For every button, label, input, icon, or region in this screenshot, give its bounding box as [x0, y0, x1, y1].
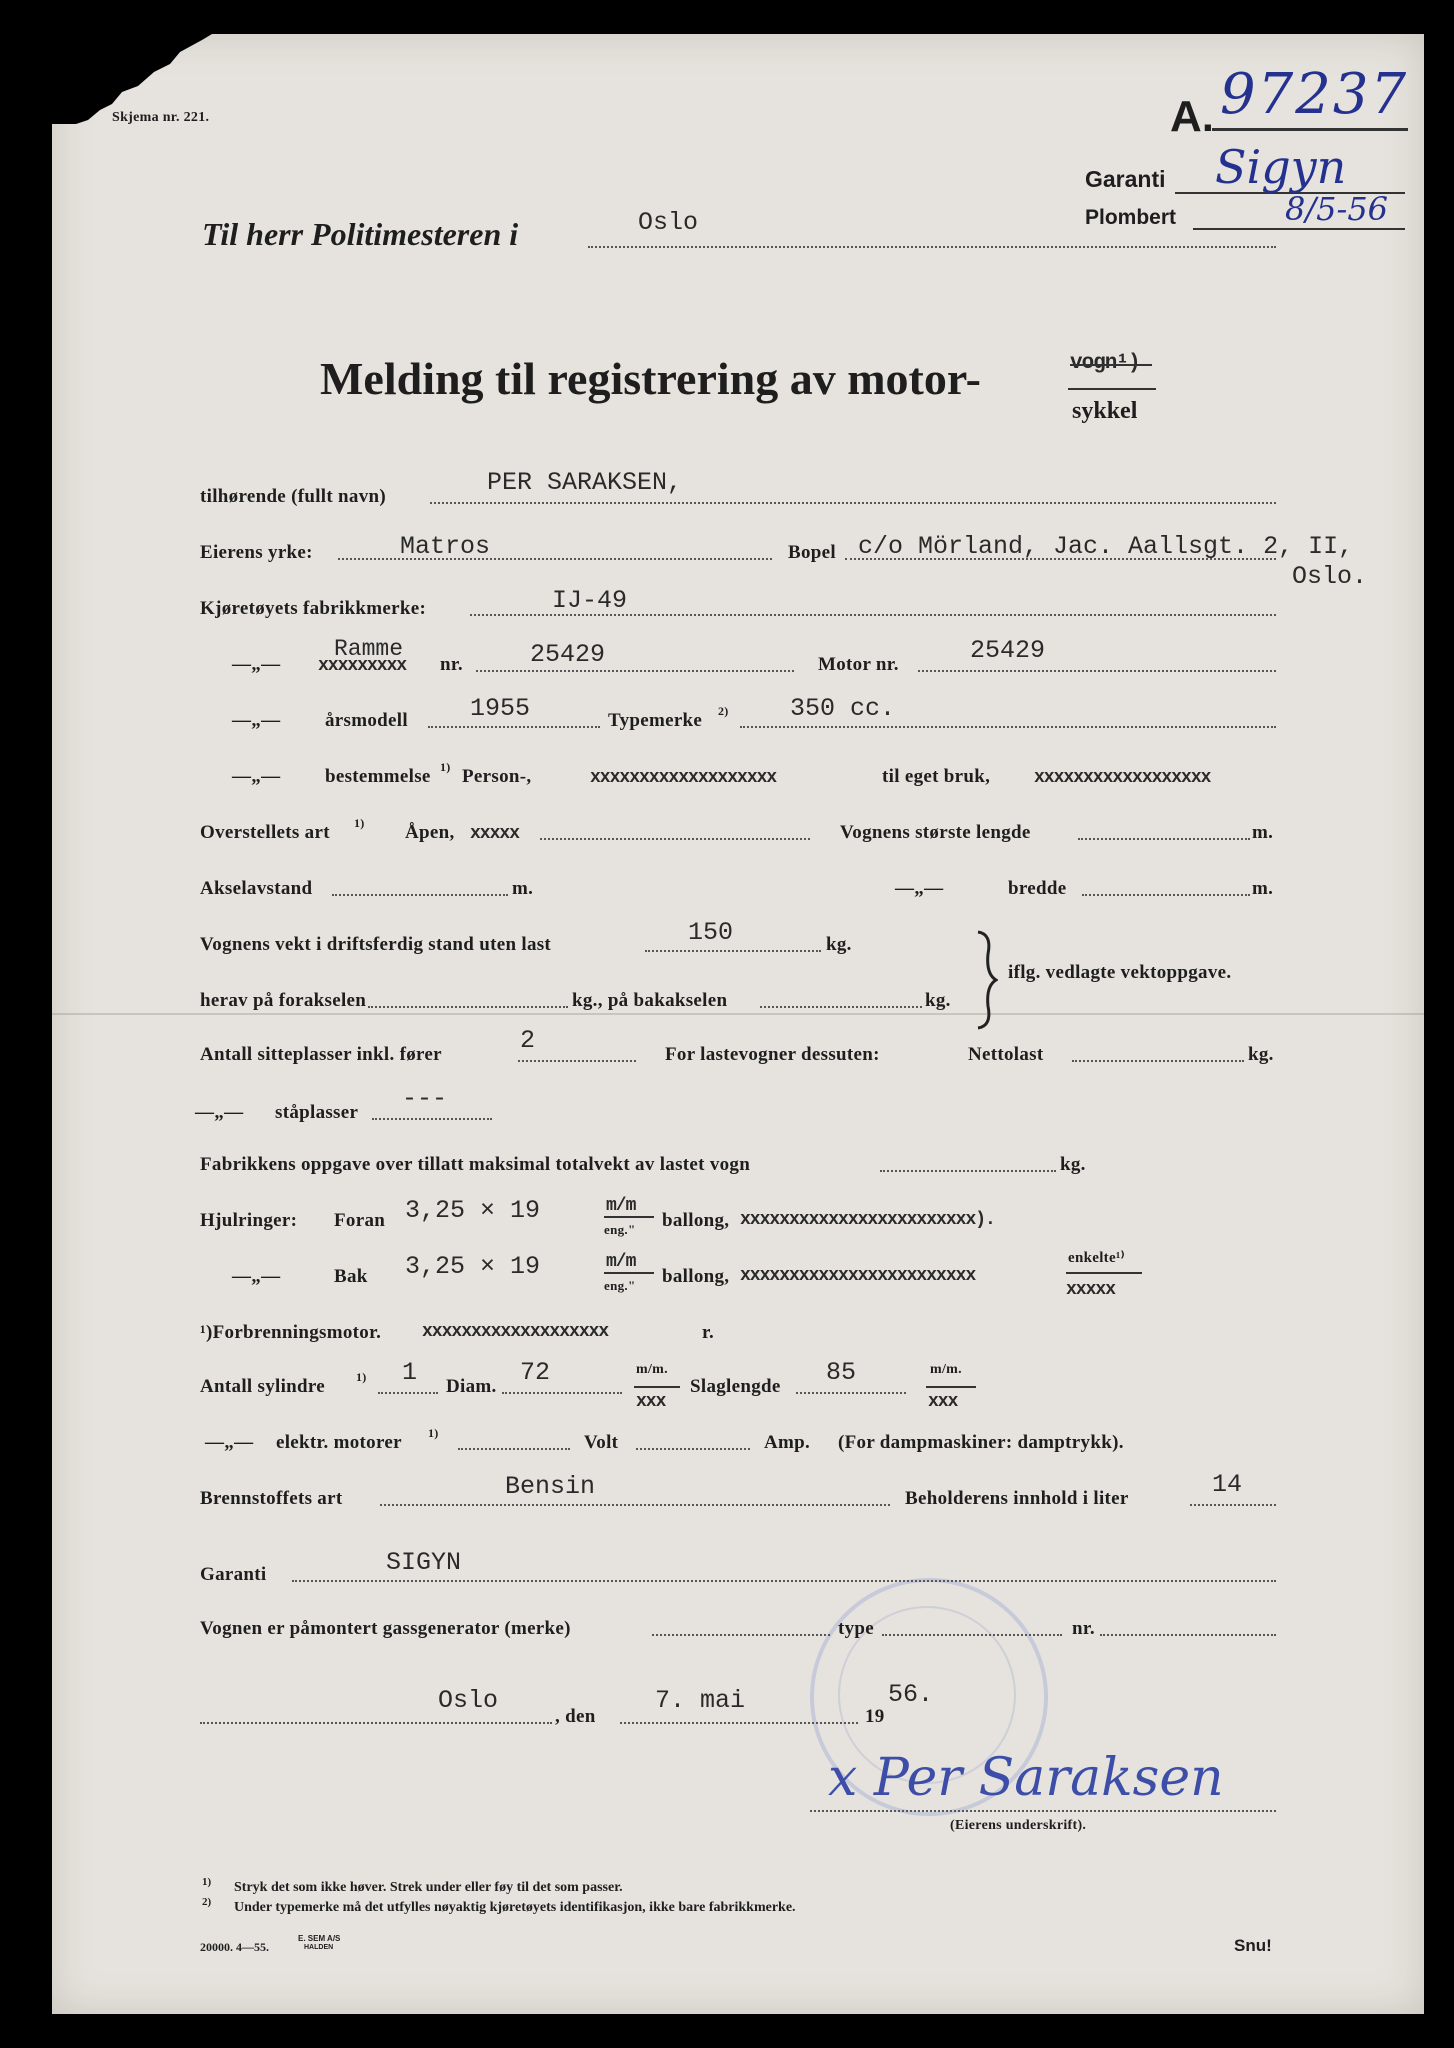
elec-ditto: —„—: [205, 1432, 254, 1453]
tires-enkelte-bar: [1066, 1272, 1142, 1274]
diam-unit: m/m.: [636, 1362, 668, 1377]
addressee-line: [588, 246, 1276, 248]
plombert-stamp-label: Plombert: [1085, 206, 1177, 229]
tires-front-unit-bar: [604, 1216, 654, 1218]
handwritten-date: 8/5-56: [1285, 190, 1389, 228]
year-suffix: 56.: [888, 1680, 934, 1709]
length-unit: m.: [1252, 822, 1274, 843]
footnote-2: Under typemerke må det utfylles nøyaktig kjøretøyets identifikasjon, ikke bare fabrikkmerke.: [234, 1900, 796, 1915]
tires-front-value: 3,25 × 19: [405, 1196, 541, 1225]
archive-prefix: A.: [1170, 92, 1214, 141]
signature-line: [810, 1810, 1276, 1812]
address-label: Bopel: [788, 542, 836, 563]
standing-line: [372, 1118, 492, 1120]
diam-unit-bar: [634, 1386, 680, 1388]
width-unit: m.: [1252, 878, 1274, 899]
address-line2: Oslo.: [1292, 562, 1368, 591]
turn-over-note: Snu!: [1234, 1936, 1272, 1955]
volt-line: [636, 1448, 750, 1450]
net-load-line: [1072, 1060, 1244, 1062]
cylinders-label: Antall sylindre: [200, 1376, 326, 1397]
addressee-label: Til herr Politimesteren i: [202, 216, 519, 252]
tires-rear-unit-bar: [604, 1272, 654, 1274]
engine-end: r.: [702, 1322, 715, 1343]
stroke-unit-struck: xxx: [928, 1392, 958, 1412]
garanti-stamp-label: Garanti: [1085, 166, 1166, 192]
gas-generator-line: [652, 1634, 830, 1636]
width-line: [1082, 894, 1250, 896]
stroke-unit: m/m.: [930, 1362, 962, 1377]
tires-front-unit-top: m/m: [606, 1196, 636, 1216]
elec-line: [458, 1448, 570, 1450]
make-value: IJ-49: [552, 586, 628, 615]
date-line: [620, 1722, 858, 1724]
cylinders-line: [378, 1392, 438, 1394]
fuel-line: [380, 1504, 890, 1506]
plombert-line: [1193, 228, 1405, 230]
tires-label: Hjulringer:: [200, 1210, 298, 1231]
purpose-person: Person-,: [462, 766, 532, 787]
fuel-label: Brennstoffets art: [200, 1488, 343, 1509]
frame-struck-label: xxxxxxxxx: [318, 656, 407, 676]
tires-front-label: Foran: [334, 1210, 386, 1231]
stroke-line: [796, 1392, 906, 1394]
elec-label: elektr. motorer: [276, 1432, 402, 1453]
max-weight-label: Fabrikkens oppgave over tillatt maksimal totalvekt av lastet vogn: [200, 1154, 751, 1175]
fuel-value: Bensin: [505, 1472, 596, 1501]
tires-front-unit-bottom: eng.": [604, 1222, 636, 1237]
date-den: , den: [555, 1706, 596, 1727]
owner-name: PER SARAKSEN,: [487, 468, 683, 497]
body-type-value: Åpen,: [405, 822, 455, 843]
footnote-2-mark: 2): [202, 1896, 212, 1908]
printer-city: HALDEN: [304, 1944, 334, 1951]
engine-struck: xxxxxxxxxxxxxxxxxxx: [422, 1322, 609, 1342]
stroke-label: Slaglengde: [690, 1376, 781, 1397]
frame-line: [476, 670, 794, 672]
max-weight-line: [880, 1170, 1056, 1172]
tires-enkelte: enkelte¹⁾: [1068, 1250, 1125, 1266]
model-year-label: årsmodell: [325, 710, 408, 731]
tires-rear-value: 3,25 × 19: [405, 1252, 541, 1281]
form-title: Melding til registrering av motor-: [320, 353, 981, 404]
weight-label: Vognens vekt i driftsferdig stand uten last: [200, 934, 552, 955]
type-footnote-mark: 2): [718, 704, 729, 718]
model-ditto: —„—: [232, 710, 281, 731]
seats-label: Antall sitteplasser inkl. fører: [200, 1044, 442, 1065]
owner-line: [430, 502, 1276, 504]
weight-unit: kg.: [826, 934, 852, 955]
length-line: [1078, 838, 1250, 840]
archive-number: 97237: [1220, 62, 1409, 127]
address-line1: c/o Mörland, Jac. Aallsgt. 2, II,: [858, 532, 1354, 561]
tank-line: [1190, 1504, 1276, 1506]
title-fraction-bar: [1068, 388, 1156, 390]
engine-label: ¹)Forbrenningsmotor.: [200, 1322, 382, 1343]
rear-axle-label: kg., på bakakselen: [572, 990, 728, 1011]
owner-label: tilhørende (fullt navn): [200, 486, 387, 507]
diam-label: Diam.: [446, 1376, 497, 1397]
elec-footnote-mark: 1): [428, 1426, 439, 1440]
body-type-label: Overstellets art: [200, 822, 330, 843]
weight-brace: [970, 930, 998, 1030]
purpose-struck-1: xxxxxxxxxxxxxxxxxxx: [590, 768, 777, 788]
standing-value: ---: [402, 1084, 448, 1113]
model-year: 1955: [470, 694, 531, 723]
type-label: Typemerke: [608, 710, 703, 731]
diam-value: 72: [520, 1358, 551, 1387]
motor-line: [918, 670, 1276, 672]
occupation-value: Matros: [400, 532, 491, 561]
axle-line: [332, 894, 508, 896]
cylinders-footnote-mark: 1): [356, 1370, 367, 1384]
steam-label: (For dampmaskiner: damptrykk).: [838, 1432, 1124, 1453]
gas-generator-label: Vognen er påmontert gassgenerator (merke): [200, 1618, 571, 1639]
purpose-footnote-mark: 1): [440, 760, 451, 774]
tires-rear-unit-bottom: eng.": [604, 1278, 636, 1293]
tires-front-struck: xxxxxxxxxxxxxxxxxxxxxxxx).: [740, 1210, 995, 1230]
diam-unit-struck: xxx: [636, 1392, 666, 1412]
archive-underline: [1212, 128, 1408, 131]
body-type-footnote-mark: 1): [354, 816, 365, 830]
tires-rear-ditto: —„—: [232, 1266, 281, 1287]
gas-nr-line: [1100, 1634, 1276, 1636]
rear-axle-unit: kg.: [925, 990, 951, 1011]
front-axle-line: [368, 1006, 568, 1008]
occupation-label: Eierens yrke:: [200, 542, 313, 563]
place-value: Oslo: [438, 1686, 499, 1715]
footnote-1-mark: 1): [202, 1876, 212, 1888]
type-value: 350 cc.: [790, 694, 896, 723]
amp-label: Amp.: [764, 1432, 811, 1453]
frame-nr-label: nr.: [440, 654, 463, 675]
max-weight-unit: kg.: [1060, 1154, 1086, 1175]
gas-type-label: type: [838, 1618, 875, 1639]
purpose-own-use: til eget bruk,: [882, 766, 991, 787]
printer-name: E. SEM A/S: [298, 1934, 341, 1943]
year-prefix: 19: [865, 1706, 885, 1727]
model-year-line: [428, 726, 600, 728]
gas-nr-label: nr.: [1072, 1618, 1095, 1639]
cylinders-value: 1: [402, 1358, 418, 1387]
fold-line: [52, 1013, 1424, 1015]
net-load-unit: kg.: [1248, 1044, 1274, 1065]
purpose-struck-2: xxxxxxxxxxxxxxxxxx: [1034, 768, 1211, 788]
addressee-value: Oslo: [638, 208, 699, 237]
tires-rear-label: Bak: [334, 1266, 368, 1287]
footnote-1: Stryk det som ikke høver. Strek under eller føy til det som passer.: [234, 1880, 623, 1895]
guarantee-value: SIGYN: [386, 1548, 462, 1577]
motor-label: Motor nr.: [818, 654, 899, 675]
printer-code: 20000. 4—55.: [200, 1940, 269, 1954]
standing-label: ståplasser: [275, 1102, 359, 1123]
axle-unit: m.: [512, 878, 534, 899]
seats-line: [518, 1060, 636, 1062]
signature-caption: (Eierens underskrift).: [950, 1818, 1087, 1833]
form-sheet: [52, 34, 1424, 2014]
tank-value: 14: [1212, 1470, 1243, 1499]
make-label: Kjøretøyets fabrikkmerke:: [200, 598, 427, 619]
volt-label: Volt: [584, 1432, 619, 1453]
frame-number: 25429: [530, 640, 606, 669]
width-label: bredde: [1008, 878, 1067, 899]
title-fraction-bottom: sykkel: [1072, 398, 1138, 424]
stroke-unit-bar: [926, 1386, 976, 1388]
diam-line: [502, 1392, 622, 1394]
rear-axle-line: [760, 1006, 922, 1008]
net-load-label: Nettolast: [968, 1044, 1044, 1065]
frame-overtype: Ramme: [334, 636, 404, 662]
motor-number: 25429: [970, 636, 1046, 665]
length-label: Vognens største lengde: [840, 822, 1031, 843]
guarantee-line: [292, 1580, 1276, 1582]
title-fraction-strike: [1070, 364, 1152, 366]
date-value: 7. mai: [655, 1686, 746, 1715]
tires-rear-unit-top: m/m: [606, 1252, 636, 1272]
tank-label: Beholderens innhold i liter: [905, 1488, 1129, 1509]
owner-signature: x Per Saraksen: [828, 1748, 1224, 1808]
purpose-ditto: —„—: [232, 766, 281, 787]
guarantee-label: Garanti: [200, 1564, 267, 1585]
schema-number: Skjema nr. 221.: [112, 110, 210, 125]
tires-rear-ballong: ballong,: [662, 1266, 730, 1287]
purpose-label: bestemmelse: [325, 766, 431, 787]
weight-value: 150: [688, 918, 734, 947]
frame-ditto: —„—: [232, 654, 281, 675]
body-type-line: [540, 838, 810, 840]
axle-label: Akselavstand: [200, 878, 313, 899]
standing-ditto: —„—: [195, 1102, 244, 1123]
weight-line: [645, 950, 821, 952]
tires-rear-struck: xxxxxxxxxxxxxxxxxxxxxxxx: [740, 1266, 976, 1286]
place-line: [200, 1722, 552, 1724]
body-type-struck: xxxxx: [470, 824, 520, 844]
stroke-value: 85: [826, 1358, 857, 1387]
gas-type-line: [882, 1634, 1062, 1636]
seats-value: 2: [520, 1026, 536, 1055]
front-axle-label: herav på forakselen: [200, 990, 367, 1011]
cargo-label: For lastevogner dessuten:: [665, 1044, 880, 1065]
weight-note: iflg. vedlagte vektoppgave.: [1008, 962, 1232, 983]
width-ditto: —„—: [895, 878, 944, 899]
title-fraction-top: vogn¹): [1070, 352, 1140, 375]
tires-rear-struck-2: xxxxx: [1066, 1280, 1116, 1300]
tires-front-ballong: ballong,: [662, 1210, 730, 1231]
handwritten-garanti: Sigyn: [1215, 140, 1347, 194]
type-line: [740, 726, 1276, 728]
